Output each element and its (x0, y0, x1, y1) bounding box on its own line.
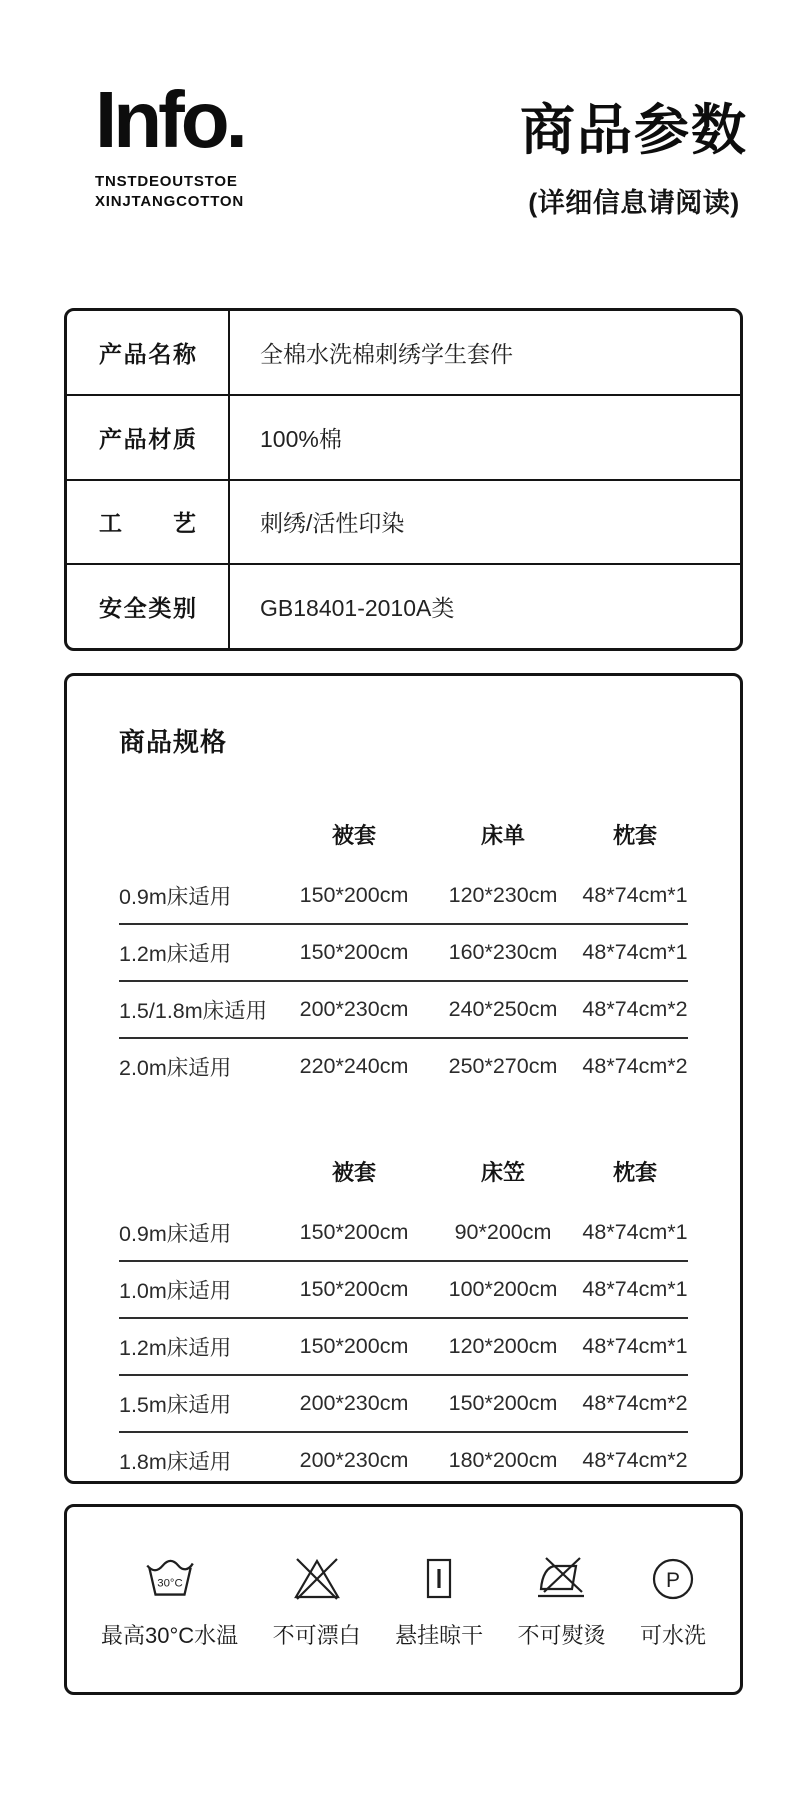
care-item (273, 1549, 361, 1650)
spec-cell: 150*200cm (299, 940, 409, 964)
logo-subtitle-line1: TNSTDEOUTSTOE (95, 173, 238, 190)
logo-subtitle (95, 172, 244, 211)
title-block (520, 82, 748, 220)
spec-row (119, 1433, 688, 1488)
param-value: GB18401-2010A类 (260, 595, 455, 622)
logo-block (95, 75, 244, 211)
param-row (67, 565, 740, 648)
param-label: 产品名称 (99, 340, 196, 367)
spec-row (119, 982, 688, 1039)
spec-header-cell: 床笠 (480, 1160, 525, 1185)
spec-row-label: 1.5m床适用 (119, 1393, 232, 1417)
spec-row-label: 1.0m床适用 (119, 1279, 232, 1303)
spec-header-cell: 被套 (331, 1160, 376, 1185)
care-item (640, 1549, 706, 1650)
spec-cell: 240*250cm (448, 997, 558, 1021)
hang-dry-icon (411, 1549, 467, 1607)
param-table (64, 308, 743, 651)
param-label: 工艺 (99, 510, 196, 537)
spec-table-sheet (119, 815, 688, 1094)
care-label: 悬挂晾干 (395, 1623, 484, 1648)
spec-cell: 120*230cm (448, 883, 558, 907)
spec-cell: 150*200cm (299, 883, 409, 907)
care-item (395, 1549, 483, 1650)
spec-row-label: 0.9m床适用 (119, 885, 232, 909)
care-item (518, 1549, 606, 1650)
spec-header-cell: 被套 (331, 823, 376, 848)
logo-subtitle-line2: XINJTANGCOTTON (95, 192, 244, 210)
no-iron-icon (534, 1549, 590, 1607)
page-subtitle: (详细信息请阅读) (528, 188, 740, 218)
wash-temp-30-icon (141, 1549, 199, 1607)
spec-row (119, 1039, 688, 1094)
spec-cell: 48*74cm*2 (582, 1054, 688, 1078)
spec-header-cell: 床单 (480, 823, 525, 848)
spec-cell: 48*74cm*1 (582, 883, 688, 907)
param-label: 产品材质 (99, 425, 196, 452)
param-value: 100%棉 (260, 425, 342, 452)
param-value: 刺绣/活性印染 (260, 510, 405, 537)
spec-row-label: 1.5/1.8m床适用 (119, 999, 268, 1023)
spec-cell: 150*200cm (299, 1277, 409, 1301)
care-label: 可水洗 (639, 1623, 706, 1648)
spec-cell: 250*270cm (448, 1054, 558, 1078)
spec-row-label: 2.0m床适用 (119, 1056, 232, 1080)
care-label: 不可熨烫 (517, 1623, 606, 1648)
spec-row-label: 1.8m床适用 (119, 1450, 232, 1474)
spec-cell: 160*230cm (448, 940, 558, 964)
care-label: 最高30°C水温 (101, 1623, 239, 1648)
svg-text:30°C: 30°C (156, 1577, 183, 1590)
spec-cell: 48*74cm*2 (582, 997, 688, 1021)
spec-table-fitted (119, 1152, 688, 1488)
param-label-cell (67, 396, 230, 479)
spec-row-label: 1.2m床适用 (119, 1336, 232, 1360)
no-bleach-icon (289, 1549, 345, 1607)
spec-cell: 48*74cm*2 (582, 1448, 688, 1472)
header (0, 0, 790, 220)
spec-header-row (119, 815, 688, 868)
param-label: 安全类别 (99, 595, 196, 622)
spec-cell: 48*74cm*1 (582, 1334, 688, 1358)
param-label-cell (67, 565, 230, 648)
spec-row (119, 925, 688, 982)
spec-cell: 150*200cm (448, 1391, 558, 1415)
spec-cell: 150*200cm (299, 1220, 409, 1244)
spec-cell: 48*74cm*1 (582, 1277, 688, 1301)
param-label-cell (67, 311, 230, 394)
spec-cell: 100*200cm (448, 1277, 558, 1301)
spec-cell: 48*74cm*1 (582, 940, 688, 964)
spec-row (119, 868, 688, 925)
spec-cell: 48*74cm*2 (582, 1391, 688, 1415)
spec-cell: 150*200cm (299, 1334, 409, 1358)
spec-heading: 商品规格 (119, 727, 228, 757)
param-row (67, 396, 740, 481)
svg-text:P: P (665, 1569, 680, 1592)
param-row (67, 481, 740, 566)
circle-p-icon (645, 1549, 701, 1607)
spec-cell: 90*200cm (454, 1220, 552, 1244)
logo: Info. (95, 75, 244, 164)
spec-cell: 200*230cm (299, 1391, 409, 1415)
spec-cell: 200*230cm (299, 1448, 409, 1472)
spec-header-row (119, 1152, 688, 1205)
spec-row (119, 1205, 688, 1262)
spec-box (64, 673, 743, 1484)
spec-cell: 48*74cm*1 (582, 1220, 688, 1244)
spec-row-label: 1.2m床适用 (119, 942, 232, 966)
care-item (101, 1549, 238, 1650)
spec-row (119, 1262, 688, 1319)
spec-header-cell: 枕套 (612, 823, 657, 848)
spec-cell: 220*240cm (299, 1054, 409, 1078)
spec-cell: 180*200cm (448, 1448, 558, 1472)
spec-row (119, 1319, 688, 1376)
param-value: 全棉水洗棉刺绣学生套件 (260, 340, 513, 367)
spec-header-cell: 枕套 (612, 1160, 657, 1185)
param-row (67, 311, 740, 396)
page-title: 商品参数 (519, 99, 748, 161)
param-label-cell (67, 481, 230, 564)
spec-cell: 120*200cm (448, 1334, 558, 1358)
care-box (64, 1504, 743, 1695)
spec-row-label: 0.9m床适用 (119, 1222, 232, 1246)
spec-cell: 200*230cm (299, 997, 409, 1021)
care-label: 不可漂白 (272, 1623, 361, 1648)
spec-row (119, 1376, 688, 1433)
